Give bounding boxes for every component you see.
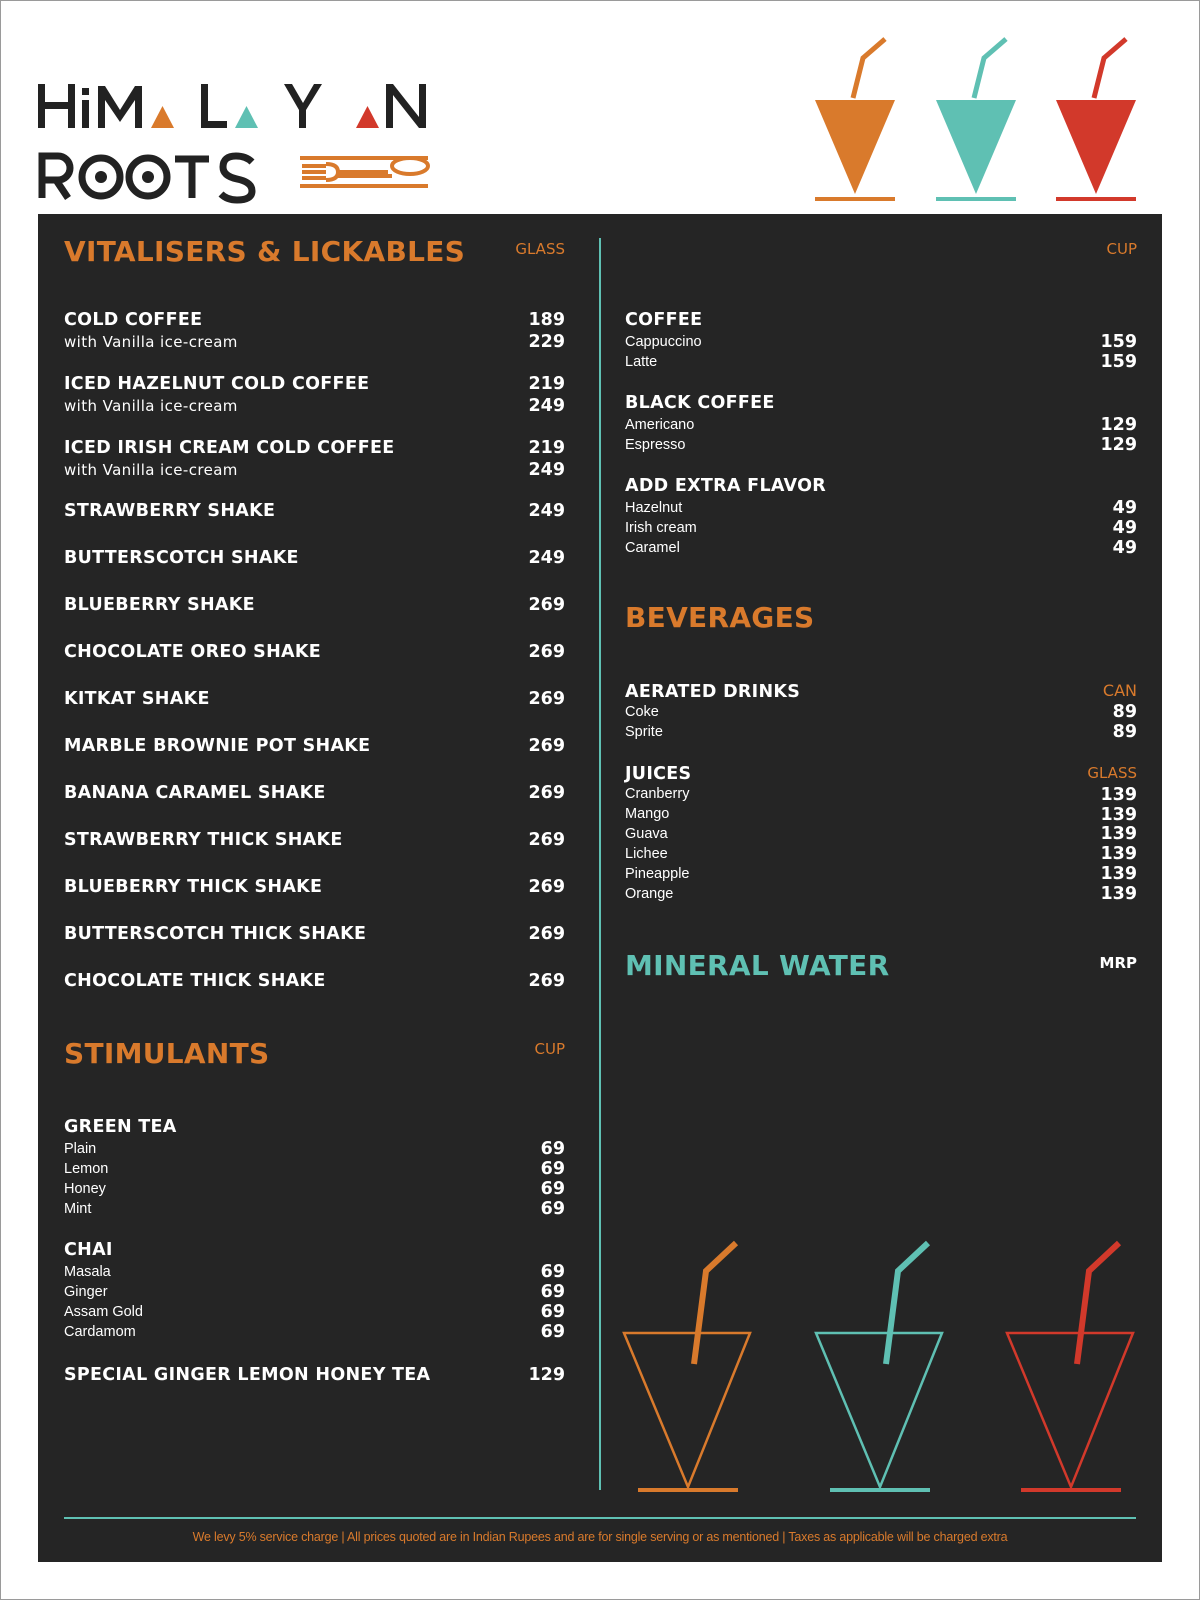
column-divider: [599, 238, 601, 1490]
menu-item-price: 269: [528, 783, 565, 803]
menu-item-name: STRAWBERRY THICK SHAKE: [64, 830, 343, 850]
menu-item-price: 269: [528, 642, 565, 662]
menu-item-name: Sprite: [625, 724, 663, 740]
unit-label-cup: CUP: [1106, 240, 1137, 258]
menu-item-name: STRAWBERRY SHAKE: [64, 501, 276, 521]
menu-item-name: Cardamom: [64, 1324, 136, 1340]
menu-item-price: 129: [1100, 415, 1137, 435]
subsection-title-black-coffee: BLACK COFFEE: [625, 393, 775, 413]
subsection-title-aerated: AERATED DRINKS: [625, 682, 801, 702]
menu-item-name: Lichee: [625, 846, 668, 862]
menu-item-price: 159: [1100, 332, 1137, 352]
menu-item-name: BANANA CARAMEL SHAKE: [64, 783, 326, 803]
subsection-title-chai: CHAI: [64, 1240, 113, 1260]
subsection-title-juices: JUICES: [625, 764, 692, 784]
drink-glass-icon-red: [1056, 39, 1136, 199]
bottom-glasses-decoration: [620, 1230, 1140, 1495]
menu-item-price: 269: [528, 924, 565, 944]
subsection-title-green-tea: GREEN TEA: [64, 1117, 177, 1137]
menu-item-name: Ginger: [64, 1284, 108, 1300]
menu-item-price: 49: [1112, 498, 1137, 518]
top-glasses-decoration: [815, 36, 1155, 204]
menu-item-name: Guava: [625, 826, 668, 842]
menu-item-price: 69: [540, 1302, 565, 1322]
menu-item-price: 69: [540, 1159, 565, 1179]
menu-item-price: 269: [528, 595, 565, 615]
menu-item-name: BLUEBERRY SHAKE: [64, 595, 255, 615]
menu-item-price: 69: [540, 1282, 565, 1302]
menu-item-name: Orange: [625, 886, 674, 902]
menu-item-name: BLUEBERRY THICK SHAKE: [64, 877, 323, 897]
menu-item-price: 139: [1100, 844, 1137, 864]
menu-item-price: 89: [1112, 702, 1137, 722]
menu-item-name: ICED IRISH CREAM COLD COFFEE: [64, 438, 395, 458]
menu-item-price: 269: [528, 689, 565, 709]
menu-item-name: Mint: [64, 1201, 92, 1217]
brand-logo: [38, 80, 438, 205]
menu-item-price: 269: [528, 830, 565, 850]
menu-item-name: Cappuccino: [625, 334, 702, 350]
unit-label-can: CAN: [1102, 681, 1137, 700]
menu-item-name: Coke: [625, 704, 659, 720]
menu-item-name: Cranberry: [625, 786, 690, 802]
menu-item-name: Caramel: [625, 540, 680, 556]
menu-item-price: 219: [528, 374, 565, 394]
menu-item-variant-price: 229: [528, 332, 565, 352]
subsection-title-coffee: COFFEE: [625, 310, 703, 330]
menu-item-name: KITKAT SHAKE: [64, 689, 210, 709]
menu-item-price: 139: [1100, 785, 1137, 805]
footer-divider: [64, 1517, 1136, 1519]
menu-item-name: Lemon: [64, 1161, 109, 1177]
menu-item-name: BUTTERSCOTCH THICK SHAKE: [64, 924, 367, 944]
menu-item-price: 129: [1100, 435, 1137, 455]
menu-item-name: Pineapple: [625, 866, 690, 882]
menu-item-name: CHOCOLATE THICK SHAKE: [64, 971, 326, 991]
menu-item-name: Latte: [625, 354, 658, 370]
drink-glass-icon-orange: [815, 39, 895, 199]
menu-item-price: 129: [528, 1365, 565, 1385]
menu-item-price: 219: [528, 438, 565, 458]
menu-item-variant-price: 249: [528, 460, 565, 480]
menu-item-name: Hazelnut: [625, 500, 683, 516]
menu-item-price: 69: [540, 1262, 565, 1282]
drink-glass-icon-teal: [936, 39, 1016, 199]
menu-item-name: Irish cream: [625, 520, 697, 536]
unit-label-cup: CUP: [534, 1040, 565, 1058]
menu-item-price: 69: [540, 1139, 565, 1159]
menu-item-name: COLD COFFEE: [64, 310, 203, 330]
section-title-mineral-water: MINERAL WATER: [625, 949, 890, 982]
menu-item-name: MARBLE BROWNIE POT SHAKE: [64, 736, 371, 756]
fork-spoon-icon: [300, 158, 428, 186]
menu-item-price: 139: [1100, 864, 1137, 884]
menu-item-name: Espresso: [625, 437, 686, 453]
menu-item-price: 269: [528, 736, 565, 756]
menu-item-price: 69: [540, 1179, 565, 1199]
menu-item-price: 269: [528, 971, 565, 991]
menu-item-name: Assam Gold: [64, 1304, 143, 1320]
logo-triangle-red: [356, 106, 379, 128]
drink-glass-outline-icon-orange: [624, 1243, 750, 1490]
menu-item-name: Masala: [64, 1264, 111, 1280]
menu-item-price: 139: [1100, 824, 1137, 844]
menu-item-variant: with Vanilla ice-cream: [64, 461, 238, 479]
menu-item-price: 139: [1100, 884, 1137, 904]
logo-triangle-orange: [151, 106, 174, 128]
subsection-title-extra-flavor: ADD EXTRA FLAVOR: [625, 476, 827, 496]
brand-logo-art: [38, 80, 438, 205]
menu-item-variant: with Vanilla ice-cream: [64, 397, 238, 415]
unit-label-glass: GLASS: [515, 240, 565, 258]
menu-item-price: 89: [1112, 722, 1137, 742]
section-title-vitalisers: VITALISERS & LICKABLES: [64, 235, 466, 268]
menu-item-price: 249: [528, 548, 565, 568]
menu-item-name: ICED HAZELNUT COLD COFFEE: [64, 374, 370, 394]
logo-triangle-teal: [235, 106, 258, 128]
footer-note: We levy 5% service charge | All prices quoted are in Indian Rupees and are for single serving or as mentioned | Taxes as applicable will be charged extra: [192, 1530, 1008, 1544]
section-title-stimulants: STIMULANTS: [64, 1037, 270, 1070]
section-title-beverages: BEVERAGES: [625, 601, 815, 634]
menu-item-price: 139: [1100, 805, 1137, 825]
menu-item-name: CHOCOLATE OREO SHAKE: [64, 642, 321, 662]
menu-item-price: 249: [528, 501, 565, 521]
menu-item-price: 269: [528, 877, 565, 897]
menu-item-price: 69: [540, 1322, 565, 1342]
menu-item-name: BUTTERSCOTCH SHAKE: [64, 548, 299, 568]
menu-item-price: 49: [1112, 538, 1137, 558]
menu-item-name: Mango: [625, 806, 670, 822]
menu-item-price: 159: [1100, 352, 1137, 372]
menu-item-name: Honey: [64, 1181, 106, 1197]
drink-glass-outline-icon-teal: [816, 1243, 942, 1490]
menu-item-price: 189: [528, 310, 565, 330]
menu-item-price: 69: [540, 1199, 565, 1219]
drink-glass-outline-icon-red: [1007, 1243, 1133, 1490]
menu-item-name: Americano: [625, 417, 695, 433]
unit-label-glass: GLASS: [1087, 764, 1137, 782]
menu-item-variant: with Vanilla ice-cream: [64, 333, 238, 351]
menu-item-variant-price: 249: [528, 396, 565, 416]
menu-item-name: SPECIAL GINGER LEMON HONEY TEA: [64, 1365, 431, 1385]
menu-item-price: 49: [1112, 518, 1137, 538]
menu-item-name: Plain: [64, 1141, 97, 1157]
mineral-water-price: MRP: [1099, 954, 1137, 972]
